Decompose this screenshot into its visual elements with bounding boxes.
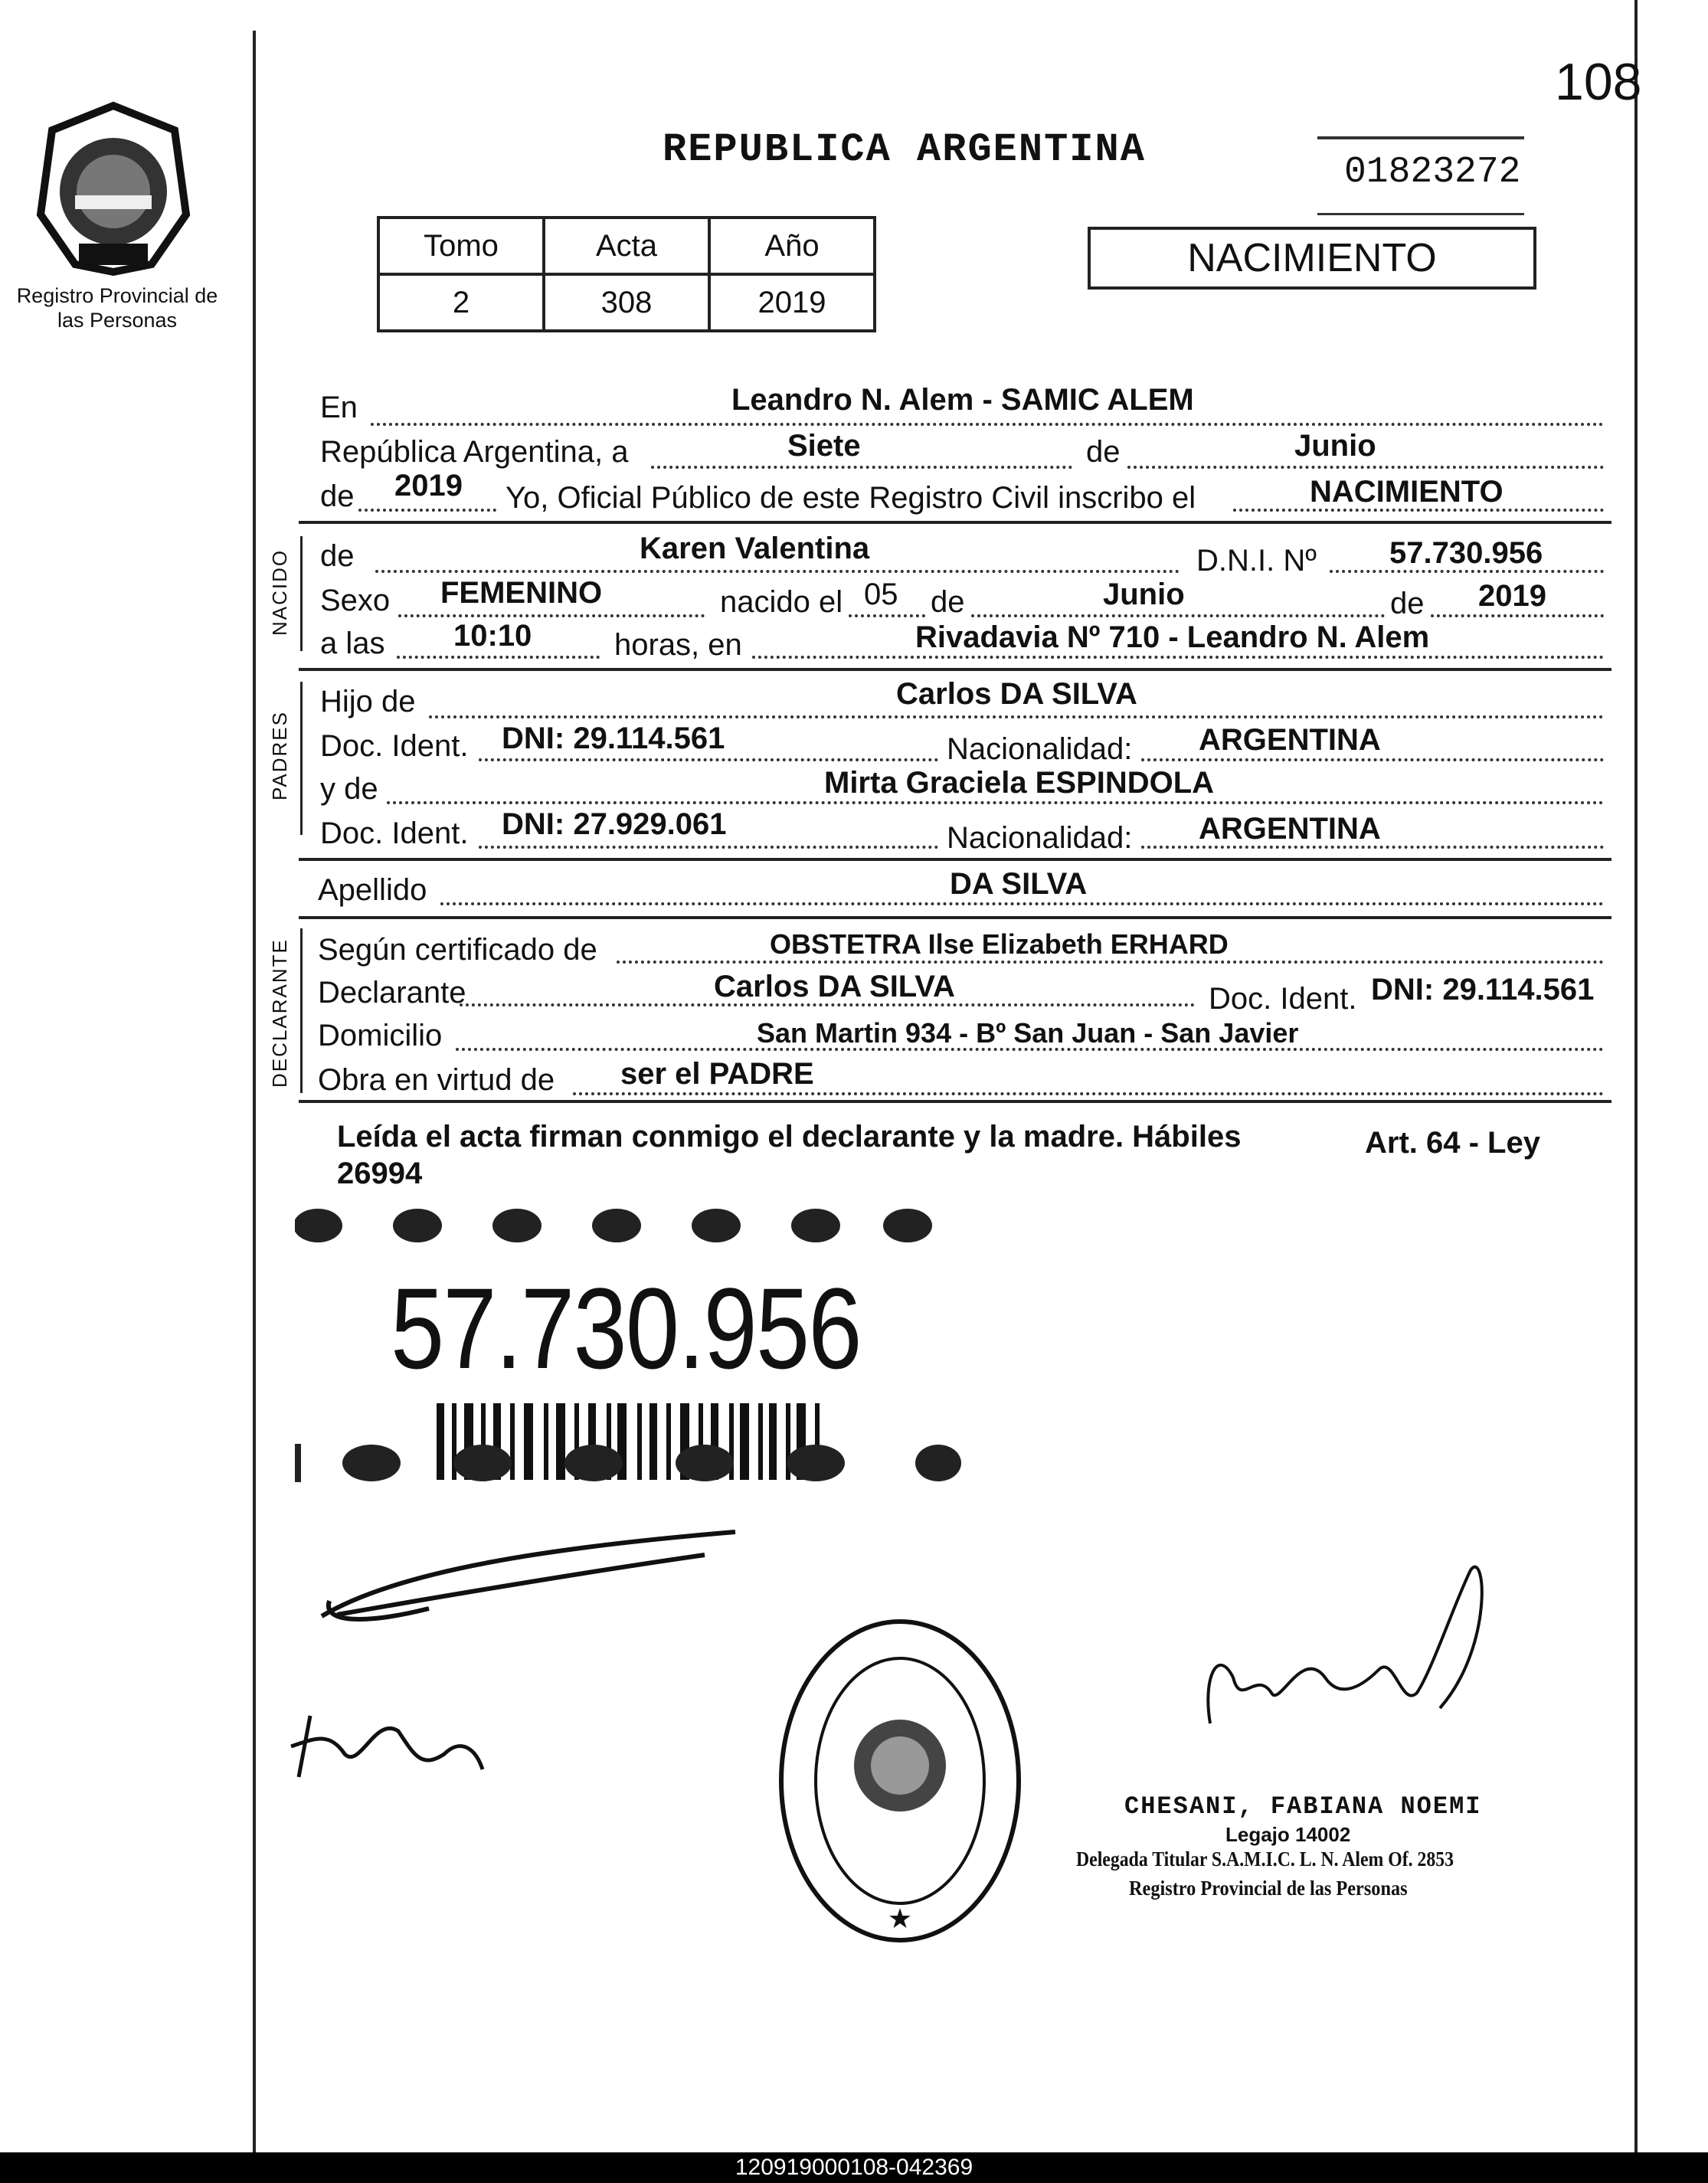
mes-value: Junio: [1103, 578, 1185, 611]
padre-value: Carlos DA SILVA: [896, 677, 1137, 711]
divider-4: [299, 916, 1611, 919]
dia-dots: [849, 614, 925, 617]
sticker-number: 57.730.956: [391, 1264, 861, 1393]
domicilio-label: Domicilio: [318, 1019, 443, 1052]
anio-header: Año: [709, 218, 875, 274]
sticker-pattern-bottom-icon: [295, 1440, 969, 1486]
declarant-signature-icon: [306, 1524, 766, 1632]
sexo-dots: [398, 614, 705, 617]
de-label-4: de: [931, 585, 965, 619]
nombre-value: Karen Valentina: [640, 532, 870, 565]
sticker-pattern-top-icon: [295, 1203, 969, 1256]
declarante-doc-label: Doc. Ident.: [1209, 982, 1357, 1016]
divider-5: [299, 1100, 1611, 1103]
lugar-dots: [752, 656, 1604, 659]
closing-ley: 26994: [337, 1157, 423, 1190]
month-dots: [1127, 466, 1604, 469]
tomo-header: Tomo: [378, 218, 544, 274]
serial-box-line-top: [1317, 136, 1524, 139]
dni-label: D.N.I. Nº: [1196, 544, 1317, 578]
nacido-bracket: [300, 536, 303, 651]
de-label-1: de: [1086, 435, 1121, 469]
tipo-value: NACIMIENTO: [1310, 475, 1503, 509]
official-registro: Registro Provincial de las Personas: [1129, 1877, 1408, 1900]
cert-label: Según certificado de: [318, 933, 597, 967]
province-seal-icon: [29, 100, 198, 276]
place-value: Leandro N. Alem - SAMIC ALEM: [731, 383, 1194, 417]
acta-header: Acta: [544, 218, 709, 274]
nacido-side-label: NACIDO: [268, 548, 291, 636]
left-margin-line: [253, 31, 256, 2152]
day-dots: [651, 466, 1072, 469]
apellido-value: DA SILVA: [950, 867, 1088, 901]
padre-dots: [429, 715, 1604, 718]
official-stamp-icon: [774, 1612, 1026, 1949]
footer-code: 120919000108-042369: [735, 2155, 973, 2180]
place-dots: [371, 423, 1604, 426]
madre-value: Mirta Graciela ESPINDOLA: [824, 766, 1215, 800]
closing-art: Art. 64 - Ley: [1365, 1126, 1540, 1160]
serial-number: 01823272: [1344, 152, 1521, 193]
en-label: En: [320, 391, 358, 424]
closing-line: Leída el acta firman conmigo el declarante y la madre. Hábiles: [337, 1120, 1242, 1154]
month-value: Junio: [1294, 429, 1376, 463]
de-label-3: de: [320, 539, 355, 573]
cert-dots: [617, 961, 1604, 964]
declarante-side-label: DECLARANTE: [268, 938, 291, 1088]
hora-value: 10:10: [453, 619, 532, 653]
declarante-bracket: [300, 928, 303, 1093]
padre-doc-label: Doc. Ident.: [320, 729, 469, 763]
republica-label: República Argentina, a: [320, 435, 629, 469]
divider-1: [299, 521, 1611, 524]
page-number: 108: [1555, 53, 1642, 111]
de-label-2: de: [320, 479, 355, 513]
sexo-value: FEMENINO: [440, 576, 603, 610]
de-label-5: de: [1390, 587, 1425, 620]
padres-bracket: [300, 682, 303, 835]
mother-signature-icon: [283, 1685, 513, 1792]
hora-dots: [397, 656, 600, 659]
obra-dots: [573, 1092, 1604, 1095]
official-name: CHESANI, FABIANA NOEMI: [1124, 1792, 1482, 1821]
dni-value: 57.730.956: [1389, 536, 1543, 570]
domicilio-value: San Martin 934 - Bº San Juan - San Javier: [757, 1017, 1299, 1049]
hijo-de-label: Hijo de: [320, 685, 416, 718]
lugar-value: Rivadavia Nº 710 - Leandro N. Alem: [915, 620, 1430, 654]
country-title: REPUBLICA ARGENTINA: [663, 127, 1146, 172]
dia-value: 05: [864, 578, 898, 611]
madre-dots: [387, 801, 1604, 804]
apellido-dots: [440, 902, 1604, 905]
year-dots: [358, 509, 496, 512]
right-margin-line: [1634, 0, 1638, 2152]
madre-nac-label: Nacionalidad:: [947, 821, 1133, 855]
padre-nac-value: ARGENTINA: [1199, 723, 1381, 757]
madre-doc-label: Doc. Ident.: [320, 817, 469, 850]
serial-box-line-bottom: [1317, 213, 1524, 215]
declarante-label: Declarante: [318, 976, 466, 1010]
record-type-box: [1088, 227, 1536, 290]
madre-doc-value: DNI: 27.929.061: [502, 807, 727, 841]
footer-bar: [0, 2152, 1708, 2183]
acta-value: 308: [544, 274, 709, 331]
official-legajo: Legajo 14002: [1225, 1823, 1351, 1846]
apellido-label: Apellido: [318, 873, 427, 907]
cert-value: OBSTETRA Ilse Elizabeth ERHARD: [770, 928, 1229, 960]
sexo-label: Sexo: [320, 584, 391, 617]
declarante-doc-value: DNI: 29.114.561: [1371, 973, 1595, 1006]
anio-value: 2019: [709, 274, 875, 331]
padre-nac-dots: [1141, 758, 1604, 761]
inscribo-text: Yo, Oficial Público de este Registro Civil inscribo el: [506, 481, 1196, 515]
nombre-dots: [375, 570, 1180, 573]
day-value: Siete: [787, 429, 861, 463]
y-de-label: y de: [320, 772, 378, 806]
year-value: 2019: [394, 469, 463, 502]
padre-doc-value: DNI: 29.114.561: [502, 722, 725, 755]
padre-doc-dots: [479, 758, 938, 761]
official-cargo: Delegada Titular S.A.M.I.C. L. N. Alem Of. 2853: [1076, 1848, 1454, 1870]
obra-label: Obra en virtud de: [318, 1063, 555, 1097]
tomo-value: 2: [378, 274, 544, 331]
anio-value: 2019: [1478, 579, 1546, 613]
nacido-el-label: nacido el: [720, 585, 843, 619]
declarante-value: Carlos DA SILVA: [714, 970, 955, 1003]
horas-en-label: horas, en: [614, 628, 742, 662]
divider-2: [299, 668, 1611, 671]
padre-nac-label: Nacionalidad:: [947, 732, 1133, 766]
official-signature-icon: [1187, 1555, 1509, 1754]
divider-3: [299, 858, 1611, 861]
registry-name: Registro Provincial de las Personas: [16, 284, 218, 332]
madre-nac-value: ARGENTINA: [1199, 812, 1381, 846]
madre-doc-dots: [479, 846, 938, 849]
anio-dots: [1431, 614, 1604, 617]
tomo-acta-table: [377, 216, 876, 332]
record-type: NACIMIENTO: [1187, 236, 1437, 280]
mes-dots: [971, 614, 1385, 617]
alas-label: a las: [320, 627, 385, 660]
obra-value: ser el PADRE: [620, 1057, 814, 1091]
svg-text:★: ★: [887, 1903, 913, 1935]
padres-side-label: PADRES: [268, 711, 291, 800]
